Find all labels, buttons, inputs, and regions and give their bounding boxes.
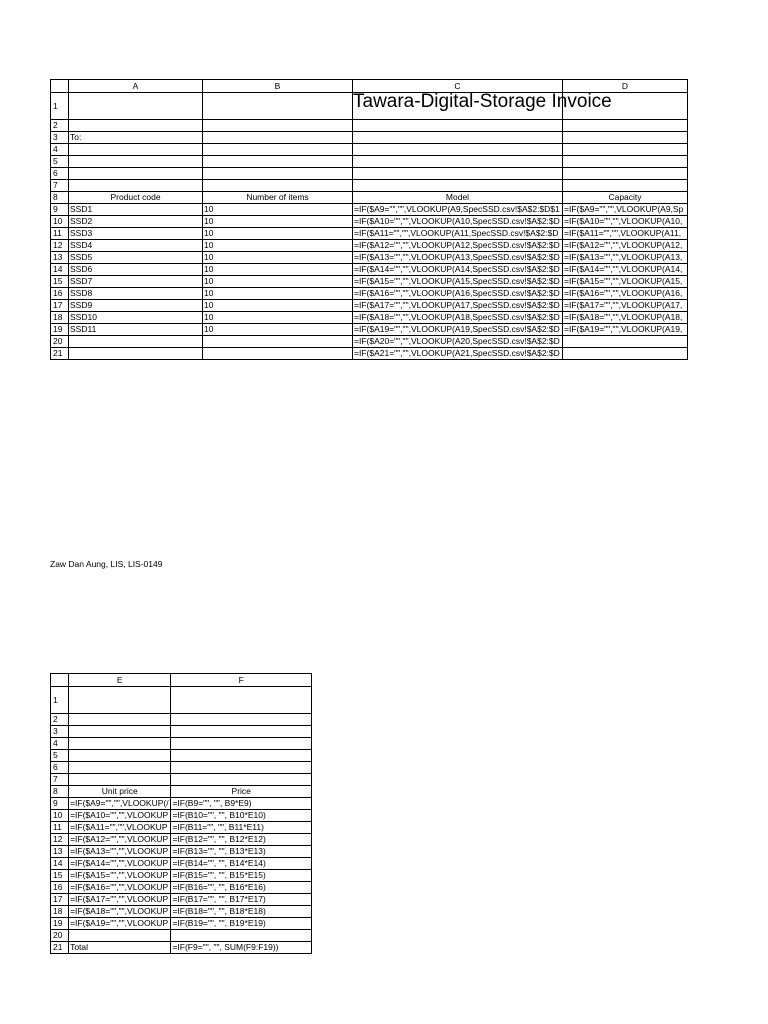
sheet-row: [51, 288, 688, 300]
cell-f[interactable]: [171, 834, 312, 846]
cell-c[interactable]: [353, 264, 563, 276]
cell-value: SSD9: [70, 300, 93, 310]
cell-value: =IF($A20="","",VLOOKUP(A20,SpecSSD.csv!$A$2:$D: [354, 336, 560, 346]
cell-b[interactable]: [203, 276, 353, 288]
cell-value: =IF(B18="", "", B18*E18): [172, 906, 266, 916]
invoice-sheet-columns-e-f: [50, 673, 312, 954]
cell-b[interactable]: [203, 204, 353, 216]
cell-e[interactable]: [69, 810, 171, 822]
sheet-row: [51, 687, 312, 714]
cell-b[interactable]: [203, 324, 353, 336]
row-header[interactable]: 5: [51, 750, 69, 762]
row-header[interactable]: 15: [51, 870, 69, 882]
row-header[interactable]: 20: [51, 336, 69, 348]
cell-a3[interactable]: To:: [69, 132, 203, 144]
cell-value: SSD2: [70, 216, 93, 226]
cell-value: 10: [204, 276, 214, 286]
sheet-row: [51, 120, 688, 132]
cell-value: =IF($A15="","",VLOOKUP: [70, 870, 169, 880]
cell-f[interactable]: [171, 882, 312, 894]
cell-f[interactable]: [171, 846, 312, 858]
cell-f[interactable]: [171, 918, 312, 930]
row-header[interactable]: 9: [51, 204, 69, 216]
cell[interactable]: [69, 156, 203, 168]
sheet-row: [51, 336, 688, 348]
sheet-row: [51, 204, 688, 216]
row-header[interactable]: 2: [51, 120, 69, 132]
cell[interactable]: [203, 180, 353, 192]
cell-d[interactable]: [563, 264, 688, 276]
row-header[interactable]: 19: [51, 918, 69, 930]
sheet-row: [51, 144, 688, 156]
cell-b[interactable]: [203, 336, 353, 348]
sheet-row: [51, 264, 688, 276]
cell-value: =IF($A13="","",VLOOKUP(A13,: [564, 252, 683, 262]
cell-a[interactable]: [69, 348, 203, 360]
cell-e[interactable]: [69, 906, 171, 918]
sheet-row: [51, 738, 312, 750]
cell-value: =IF($A11="","",VLOOKUP(A11,: [564, 228, 682, 238]
sheet-row: [51, 216, 688, 228]
sheet-row: [51, 714, 312, 726]
cell-value: =IF($A14="","",VLOOKUP(A14,SpecSSD.csv!$A$2:$D: [354, 264, 560, 274]
cell-value: 10: [204, 204, 214, 214]
row-header[interactable]: 14: [51, 858, 69, 870]
sheet-row: [51, 750, 312, 762]
cell-value: =IF($A10="","",VLOOKUP(A10,: [564, 216, 683, 226]
cell-value: =IF($A12="","",VLOOKUP(A12,: [564, 240, 683, 250]
cell-c[interactable]: [353, 288, 563, 300]
cell-e[interactable]: [69, 918, 171, 930]
cell[interactable]: [69, 687, 171, 714]
cell[interactable]: [69, 180, 203, 192]
cell[interactable]: [353, 144, 563, 156]
cell-e[interactable]: [69, 894, 171, 906]
cell-d[interactable]: [563, 228, 688, 240]
cell-a[interactable]: [69, 252, 203, 264]
column-header-a[interactable]: A: [69, 80, 203, 93]
cell-value: =IF($A12="","",VLOOKUP: [70, 834, 169, 844]
cell[interactable]: [563, 144, 688, 156]
row-header[interactable]: 7: [51, 180, 69, 192]
row-header[interactable]: 18: [51, 312, 69, 324]
cell[interactable]: [171, 738, 312, 750]
cell-value: 10: [204, 240, 214, 250]
cell-value: =IF(B13="", "", B13*E13): [172, 846, 266, 856]
cell-f[interactable]: [171, 870, 312, 882]
row-header[interactable]: 21: [51, 348, 69, 360]
cell-value: SSD1: [70, 204, 93, 214]
cell-value: =IF(B16="", "", B16*E16): [172, 882, 266, 892]
cell-value: =IF($A10="","",VLOOKUP(A10,SpecSSD.csv!$A$2:$D: [354, 216, 560, 226]
cell-f[interactable]: [171, 894, 312, 906]
cell-value: 10: [204, 300, 214, 310]
cell-value: =IF($A18="","",VLOOKUP: [70, 906, 169, 916]
cell-value: =IF(B12="", "", B12*E12): [172, 834, 266, 844]
sheet-row: [51, 834, 312, 846]
sheet-row: [51, 156, 688, 168]
cell-value: =IF(B19="", "", B19*E19): [172, 918, 266, 928]
cell-b[interactable]: [203, 240, 353, 252]
row-header[interactable]: 20: [51, 930, 69, 942]
cell-d[interactable]: [563, 216, 688, 228]
cell-value: SSD3: [70, 228, 93, 238]
column-header-row: [51, 674, 312, 687]
author-credit: Zaw Dan Aung, LIS, LIS-0149: [50, 559, 163, 569]
row-header[interactable]: 16: [51, 288, 69, 300]
header-number-of-items[interactable]: Number of items: [203, 192, 353, 204]
row-header[interactable]: 18: [51, 906, 69, 918]
cell-d[interactable]: [563, 324, 688, 336]
invoice-sheet-columns-a-d: [50, 79, 688, 360]
cell-e[interactable]: [69, 822, 171, 834]
cell-value: =IF($A17="","",VLOOKUP(A17,: [564, 300, 683, 310]
cell-value: SSD10: [70, 312, 97, 322]
cell[interactable]: [69, 762, 171, 774]
sheet-row: [51, 858, 312, 870]
cell-e[interactable]: [69, 858, 171, 870]
row-header[interactable]: 16: [51, 882, 69, 894]
row-header[interactable]: 6: [51, 762, 69, 774]
cell-value: Total: [70, 942, 89, 952]
row-header[interactable]: 7: [51, 774, 69, 786]
cell-e[interactable]: [69, 882, 171, 894]
row-header[interactable]: 3: [51, 726, 69, 738]
cell-value: SSD4: [70, 240, 93, 250]
cell-b[interactable]: [203, 228, 353, 240]
row-header[interactable]: 13: [51, 846, 69, 858]
row-header[interactable]: 8: [51, 786, 69, 798]
sheet-row: [51, 810, 312, 822]
cell-f[interactable]: [171, 810, 312, 822]
cell-b[interactable]: [203, 252, 353, 264]
cell-value: =IF($A12="","",VLOOKUP(A12,SpecSSD.csv!$A$2:$D: [354, 240, 560, 250]
header-unit-price[interactable]: Unit price: [69, 786, 171, 798]
cell-a[interactable]: [69, 312, 203, 324]
cell[interactable]: [203, 132, 353, 144]
cell-f[interactable]: [171, 930, 312, 942]
cell-d[interactable]: [563, 240, 688, 252]
cell-c[interactable]: [353, 348, 563, 360]
cell-value: =IF(F9="", "", SUM(F9:F19)): [172, 942, 279, 952]
cell[interactable]: [69, 144, 203, 156]
row-header[interactable]: 11: [51, 822, 69, 834]
row-header[interactable]: 12: [51, 240, 69, 252]
row-header[interactable]: 1: [51, 93, 69, 120]
cell-d[interactable]: [563, 348, 688, 360]
cell-value: =IF($A18="","",VLOOKUP(A18,SpecSSD.csv!$A$2:$D: [354, 312, 560, 322]
cell-value: =IF($A9="","",VLOOKUP(/: [70, 798, 169, 808]
row-header[interactable]: 19: [51, 324, 69, 336]
column-header-d[interactable]: D: [563, 80, 688, 93]
cell[interactable]: [353, 168, 563, 180]
cell-d[interactable]: [563, 300, 688, 312]
cell-value: =IF($A17="","",VLOOKUP: [70, 894, 169, 904]
row-header[interactable]: 6: [51, 168, 69, 180]
cell-value: =IF($A9="","",VLOOKUP(A9,SpecSSD.csv!$A$2:$D$1: [354, 204, 560, 214]
cell-d[interactable]: [563, 336, 688, 348]
row-header[interactable]: 15: [51, 276, 69, 288]
header-price[interactable]: Price: [171, 786, 312, 798]
sheet-row: [51, 276, 688, 288]
cell-e[interactable]: [69, 870, 171, 882]
row-header[interactable]: 1: [51, 687, 69, 714]
row-header[interactable]: 4: [51, 738, 69, 750]
row-header[interactable]: 9: [51, 798, 69, 810]
cell-d[interactable]: [563, 312, 688, 324]
cell-c[interactable]: [353, 336, 563, 348]
sheet-row: [51, 822, 312, 834]
sheet-row: [51, 132, 688, 144]
cell-f[interactable]: [171, 798, 312, 810]
cell-c[interactable]: [353, 300, 563, 312]
sheet-row: [51, 786, 312, 798]
cell-a1[interactable]: [69, 93, 203, 120]
cell-value: =IF(B9="", "", B9*E9): [172, 798, 252, 808]
select-all-corner[interactable]: [51, 674, 69, 687]
column-header-c[interactable]: C: [353, 80, 563, 93]
row-header[interactable]: 3: [51, 132, 69, 144]
cell-c1[interactable]: [353, 91, 612, 120]
cell[interactable]: [203, 156, 353, 168]
row-header[interactable]: 8: [51, 192, 69, 204]
sheet-row: [51, 180, 688, 192]
cell[interactable]: [171, 726, 312, 738]
sheet-row: [51, 348, 688, 360]
sheet-row: [51, 762, 312, 774]
cell-value: =IF($A16="","",VLOOKUP: [70, 882, 169, 892]
header-model[interactable]: Model: [353, 192, 563, 204]
cell-value: =IF($A21="","",VLOOKUP(A21,SpecSSD.csv!$A$2:$D: [354, 348, 560, 358]
cell[interactable]: [69, 120, 203, 132]
cell-b[interactable]: [203, 312, 353, 324]
cell-value: 10: [204, 252, 214, 262]
row-header[interactable]: 13: [51, 252, 69, 264]
cell-a[interactable]: [69, 300, 203, 312]
cell-value: SSD11: [70, 324, 97, 334]
sheet-row: [51, 882, 312, 894]
sheet-row: [51, 300, 688, 312]
sheet-row: [51, 846, 312, 858]
row-header[interactable]: 17: [51, 894, 69, 906]
cell[interactable]: [563, 132, 688, 144]
cell[interactable]: [171, 762, 312, 774]
row-header[interactable]: 5: [51, 156, 69, 168]
cell-a[interactable]: [69, 276, 203, 288]
cell[interactable]: [203, 144, 353, 156]
cell-e[interactable]: [69, 942, 171, 954]
cell[interactable]: [563, 120, 688, 132]
cell-b[interactable]: [203, 300, 353, 312]
column-header-f[interactable]: F: [171, 674, 312, 687]
cell-d[interactable]: [563, 276, 688, 288]
sheet-row: [51, 192, 688, 204]
sheet-row: [51, 942, 312, 954]
cell-a[interactable]: [69, 264, 203, 276]
sheet-row: [51, 726, 312, 738]
cell-d[interactable]: [563, 204, 688, 216]
cell-value: =IF($A13="","",VLOOKUP: [70, 846, 169, 856]
cell-c[interactable]: [353, 276, 563, 288]
cell-value: =IF($A17="","",VLOOKUP(A17,SpecSSD.csv!$A$2:$D: [354, 300, 560, 310]
cell-value: =IF($A15="","",VLOOKUP(A15,SpecSSD.csv!$A$2:$D: [354, 276, 560, 286]
row-header[interactable]: 2: [51, 714, 69, 726]
sheet-row: [51, 894, 312, 906]
cell-value: =IF($A14="","",VLOOKUP: [70, 858, 169, 868]
cell-value: SSD6: [70, 264, 93, 274]
cell[interactable]: [353, 156, 563, 168]
sheet-row: [51, 168, 688, 180]
cell-value: 10: [204, 312, 214, 322]
sheet-row: [51, 906, 312, 918]
sheet-row: [51, 798, 312, 810]
cell-f[interactable]: [171, 942, 312, 954]
cell-c[interactable]: [353, 228, 563, 240]
cell[interactable]: [171, 750, 312, 762]
cell[interactable]: [69, 738, 171, 750]
cell-e[interactable]: [69, 834, 171, 846]
sheet-row: [51, 870, 312, 882]
cell-value: SSD8: [70, 288, 93, 298]
cell-value: SSD7: [70, 276, 93, 286]
invoice-title: Tawara-Digital-Storage Invoice: [353, 91, 612, 112]
cell-value: =IF($A19="","",VLOOKUP(A19,: [564, 324, 683, 334]
cell-value: =IF(B17="", "", B17*E17): [172, 894, 266, 904]
cell-value: =IF(B14="", "", B14*E14): [172, 858, 266, 868]
row-header[interactable]: 4: [51, 144, 69, 156]
cell-f[interactable]: [171, 858, 312, 870]
cell[interactable]: [171, 714, 312, 726]
cell-value: =IF($A11="","",VLOOKUP(A11,SpecSSD.csv!$A$2:$D: [354, 228, 559, 238]
cell[interactable]: [563, 180, 688, 192]
cell-c[interactable]: [353, 324, 563, 336]
cell[interactable]: [171, 687, 312, 714]
cell-a[interactable]: [69, 324, 203, 336]
cell-e[interactable]: [69, 846, 171, 858]
header-capacity[interactable]: Capacity: [563, 192, 688, 204]
cell-value: =IF($A14="","",VLOOKUP(A14,: [564, 264, 683, 274]
cell-value: =IF(B15="", "", B15*E15): [172, 870, 266, 880]
cell-c[interactable]: [353, 240, 563, 252]
cell-value: =IF($A19="","",VLOOKUP: [70, 918, 169, 928]
cell-value: =IF($A10="","",VLOOKUP: [70, 810, 169, 820]
sheet-row: [51, 93, 688, 120]
cell-e[interactable]: [69, 930, 171, 942]
cell-c[interactable]: [353, 252, 563, 264]
cell-a[interactable]: [69, 288, 203, 300]
cell[interactable]: [203, 168, 353, 180]
row-header[interactable]: 10: [51, 216, 69, 228]
row-header[interactable]: 21: [51, 942, 69, 954]
cell-value: =IF($A19="","",VLOOKUP(A19,SpecSSD.csv!$A$2:$D: [354, 324, 560, 334]
cell-value: =IF($A11="","",VLOOKUP: [70, 822, 168, 832]
cell-e[interactable]: [69, 798, 171, 810]
sheet-row: [51, 252, 688, 264]
cell-b[interactable]: [203, 264, 353, 276]
cell-value: 10: [204, 216, 214, 226]
header-product-code[interactable]: Product code: [69, 192, 203, 204]
cell[interactable]: [353, 120, 563, 132]
cell[interactable]: [563, 156, 688, 168]
cell[interactable]: [353, 180, 563, 192]
cell-a[interactable]: [69, 216, 203, 228]
row-header[interactable]: 11: [51, 228, 69, 240]
cell-c[interactable]: [353, 312, 563, 324]
cell-value: 10: [204, 228, 214, 238]
cell[interactable]: [69, 726, 171, 738]
select-all-corner[interactable]: [51, 80, 69, 93]
cell[interactable]: [563, 168, 688, 180]
cell-value: =IF($A15="","",VLOOKUP(A15,: [564, 276, 683, 286]
cell-a[interactable]: [69, 336, 203, 348]
row-header[interactable]: 12: [51, 834, 69, 846]
cell-c[interactable]: [353, 216, 563, 228]
cell-value: =IF(B11="", "", B11*E11): [172, 822, 264, 832]
cell-value: 10: [204, 324, 214, 334]
cell-a[interactable]: [69, 204, 203, 216]
cell-c[interactable]: [353, 204, 563, 216]
cell[interactable]: [203, 120, 353, 132]
cell[interactable]: [69, 168, 203, 180]
column-header-b[interactable]: B: [203, 80, 353, 93]
sheet-row: [51, 774, 312, 786]
sheet-row: [51, 324, 688, 336]
row-header[interactable]: 17: [51, 300, 69, 312]
cell-value: SSD5: [70, 252, 93, 262]
cell-f[interactable]: [171, 822, 312, 834]
cell[interactable]: [69, 714, 171, 726]
cell-value: 10: [204, 288, 214, 298]
sheet-row: [51, 312, 688, 324]
cell[interactable]: [69, 750, 171, 762]
cell[interactable]: [353, 132, 563, 144]
sheet-row: [51, 918, 312, 930]
sheet-row: [51, 240, 688, 252]
row-header[interactable]: 10: [51, 810, 69, 822]
cell[interactable]: [171, 774, 312, 786]
cell-a[interactable]: [69, 228, 203, 240]
cell-b[interactable]: [203, 348, 353, 360]
cell[interactable]: [69, 774, 171, 786]
sheet-row: [51, 930, 312, 942]
cell-value: =IF($A16="","",VLOOKUP(A16,SpecSSD.csv!$A$2:$D: [354, 288, 560, 298]
column-header-e[interactable]: E: [69, 674, 171, 687]
cell-f[interactable]: [171, 906, 312, 918]
cell-value: 10: [204, 264, 214, 274]
sheet-row: [51, 228, 688, 240]
cell-value: =IF($A16="","",VLOOKUP(A16,: [564, 288, 683, 298]
cell-d[interactable]: [563, 252, 688, 264]
cell-b[interactable]: [203, 216, 353, 228]
cell-d[interactable]: [563, 288, 688, 300]
cell-b1[interactable]: [203, 93, 353, 120]
cell-value: =IF($A13="","",VLOOKUP(A13,SpecSSD.csv!$A$2:$D: [354, 252, 560, 262]
cell-value: =IF($A18="","",VLOOKUP(A18,: [564, 312, 683, 322]
cell-value: =IF(B10="", "", B10*E10): [172, 810, 266, 820]
cell-a[interactable]: [69, 240, 203, 252]
cell-b[interactable]: [203, 288, 353, 300]
row-header[interactable]: 14: [51, 264, 69, 276]
cell-value: =IF($A9="","",VLOOKUP(A9,Sp: [564, 204, 684, 214]
